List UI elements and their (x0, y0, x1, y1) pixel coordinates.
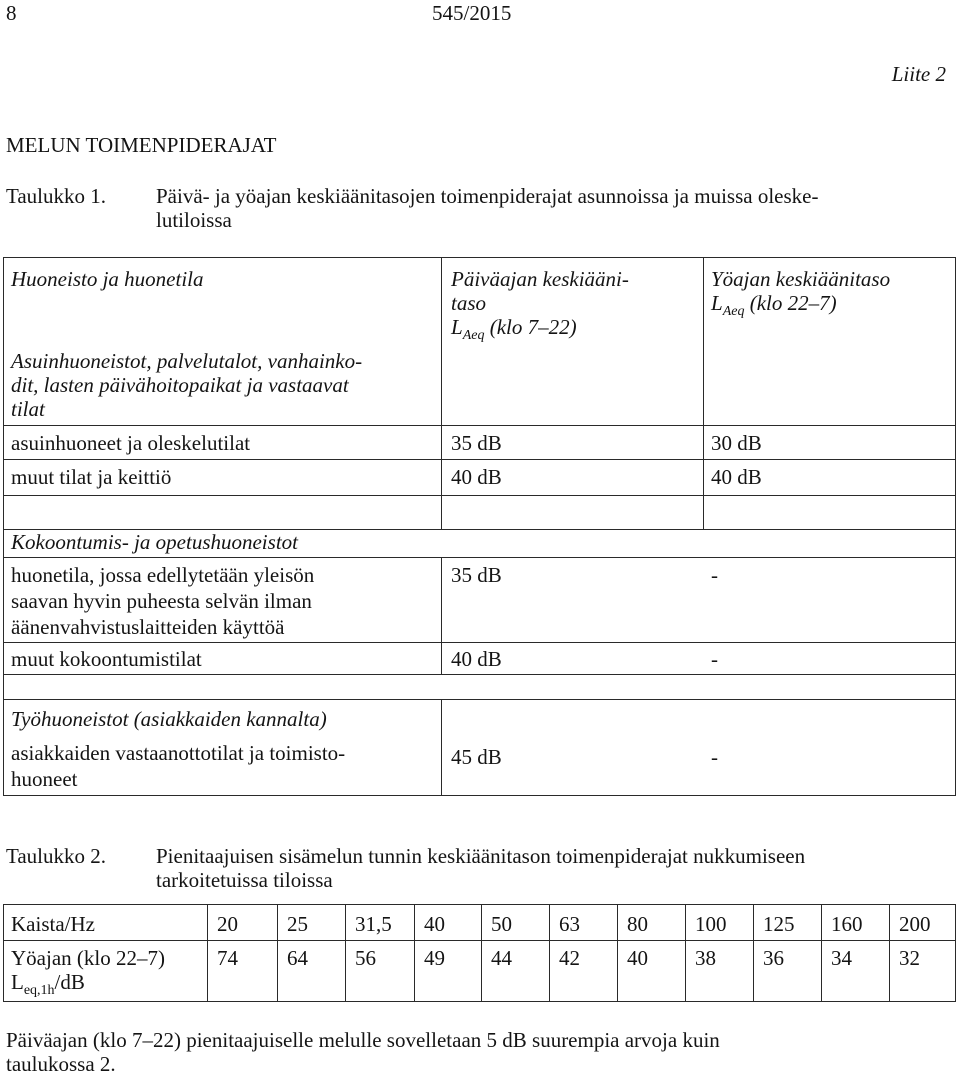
table1-caption-label: Taulukko 1. (6, 184, 107, 208)
table2-rule (345, 904, 346, 1002)
table2-rule (549, 904, 550, 1002)
level-cell: 40 (627, 946, 648, 970)
freq-cell: 160 (831, 912, 863, 936)
col-header-night: Yöajan keskiäänitaso $L_{Aeq}$ (klo 22–7) (711, 267, 891, 319)
table1-rule (3, 557, 956, 558)
row-room: asiakkaiden vastaanottotilat ja toimisto- huoneet (11, 741, 346, 791)
row-day-value: 45 dB (451, 745, 502, 769)
table1-rule (3, 699, 956, 700)
row-night-value: 40 dB (711, 465, 762, 489)
freq-cell: 200 (899, 912, 931, 936)
group-title-residential: Asuinhuoneistot, palvelutalot, vanhainko- dit, lasten päivähoitopaikat ja vastaavat tilat (11, 349, 363, 421)
freq-cell: 80 (627, 912, 648, 936)
freq-cell: 125 (763, 912, 795, 936)
row-room: muut kokoontumistilat (11, 647, 202, 671)
freq-cell: 25 (287, 912, 308, 936)
level-cell: 34 (831, 946, 852, 970)
table2-rule (753, 904, 754, 1002)
level-cell: 32 (899, 946, 920, 970)
level-cell: 56 (355, 946, 376, 970)
row-day-value: 35 dB (451, 563, 502, 587)
page-number: 8 (6, 1, 17, 25)
table2-rule (414, 904, 415, 1002)
table1-rule (3, 795, 956, 796)
row-night-value: - (711, 745, 718, 769)
table1-rule (955, 257, 956, 795)
table1-rule (703, 257, 704, 529)
table2-rule (207, 904, 208, 1002)
table2-rule (3, 940, 956, 941)
section-heading: MELUN TOIMENPIDERAJAT (6, 133, 277, 157)
row-night-value: - (711, 563, 718, 587)
table2-rule (3, 904, 956, 905)
row-day-value: 40 dB (451, 647, 502, 671)
table1-rule (3, 674, 956, 675)
row-room: muut tilat ja keittiö (11, 465, 172, 489)
table1-rule (3, 257, 956, 258)
freq-cell: 20 (217, 912, 238, 936)
row-night-value: - (711, 647, 718, 671)
level-cell: 38 (695, 946, 716, 970)
table2 (3, 904, 956, 1002)
table1-caption-text: Päivä- ja yöajan keskiäänitasojen toimenpiderajat asunnoissa ja muissa oleske- lutiloissa (156, 184, 819, 232)
table2-rule (3, 904, 4, 1002)
row-room: huonetila, jossa edellytetään yleisön saavan hyvin puheesta selvän ilman äänenvahvistuslaitteiden käyttöä (11, 563, 315, 639)
row-label-band: Kaista/Hz (11, 912, 95, 936)
table2-caption-label: Taulukko 2. (6, 844, 107, 868)
document-number: 545/2015 (432, 1, 512, 25)
table1-rule (441, 699, 442, 795)
row-room: asuinhuoneet ja oleskelutilat (11, 431, 251, 455)
appendix-label: Liite 2 (891, 62, 946, 86)
row-label-night-level: Yöajan (klo 22–7) $L_{eq,1h}/dB$ (11, 946, 165, 998)
table1-rule (3, 257, 4, 795)
table1-rule (441, 557, 442, 674)
col-header-day: Päiväajan keskiääni- taso $L_{Aeq}$ (klo 7–22) (451, 267, 629, 343)
freq-cell: 63 (559, 912, 580, 936)
table1-rule (3, 642, 956, 643)
footnote: Päiväajan (klo 7–22) pienitaajuiselle melulle sovelletaan 5 dB suurempia arvoja kuin taulukossa 2. (6, 1028, 720, 1076)
group-title-assembly: Kokoontumis- ja opetushuoneistot (11, 530, 298, 554)
row-day-value: 40 dB (451, 465, 502, 489)
table1-rule (3, 425, 956, 426)
level-cell: 64 (287, 946, 308, 970)
freq-cell: 100 (695, 912, 727, 936)
table2-rule (617, 904, 618, 1002)
group-title-office: Työhuoneistot (asiakkaiden kannalta) (11, 707, 327, 731)
level-cell: 49 (424, 946, 445, 970)
level-cell: 74 (217, 946, 238, 970)
level-cell: 42 (559, 946, 580, 970)
table2-rule (889, 904, 890, 1002)
table2-rule (685, 904, 686, 1002)
table1-rule (3, 495, 956, 496)
table2-rule (481, 904, 482, 1002)
table2-rule (3, 1001, 956, 1002)
table2-rule (821, 904, 822, 1002)
table1 (3, 257, 956, 795)
col-header-room: Huoneisto ja huonetila (11, 267, 204, 291)
table1-rule (441, 257, 442, 529)
level-cell: 44 (491, 946, 512, 970)
level-cell: 36 (763, 946, 784, 970)
table2-caption-text: Pienitaajuisen sisämelun tunnin keskiäänitason toimenpiderajat nukkumiseen tarkoitetuissa tiloissa (156, 844, 806, 892)
table2-rule (277, 904, 278, 1002)
row-day-value: 35 dB (451, 431, 502, 455)
row-night-value: 30 dB (711, 431, 762, 455)
table1-rule (3, 459, 956, 460)
freq-cell: 40 (424, 912, 445, 936)
freq-cell: 50 (491, 912, 512, 936)
freq-cell: 31,5 (355, 912, 392, 936)
table2-rule (955, 904, 956, 1002)
